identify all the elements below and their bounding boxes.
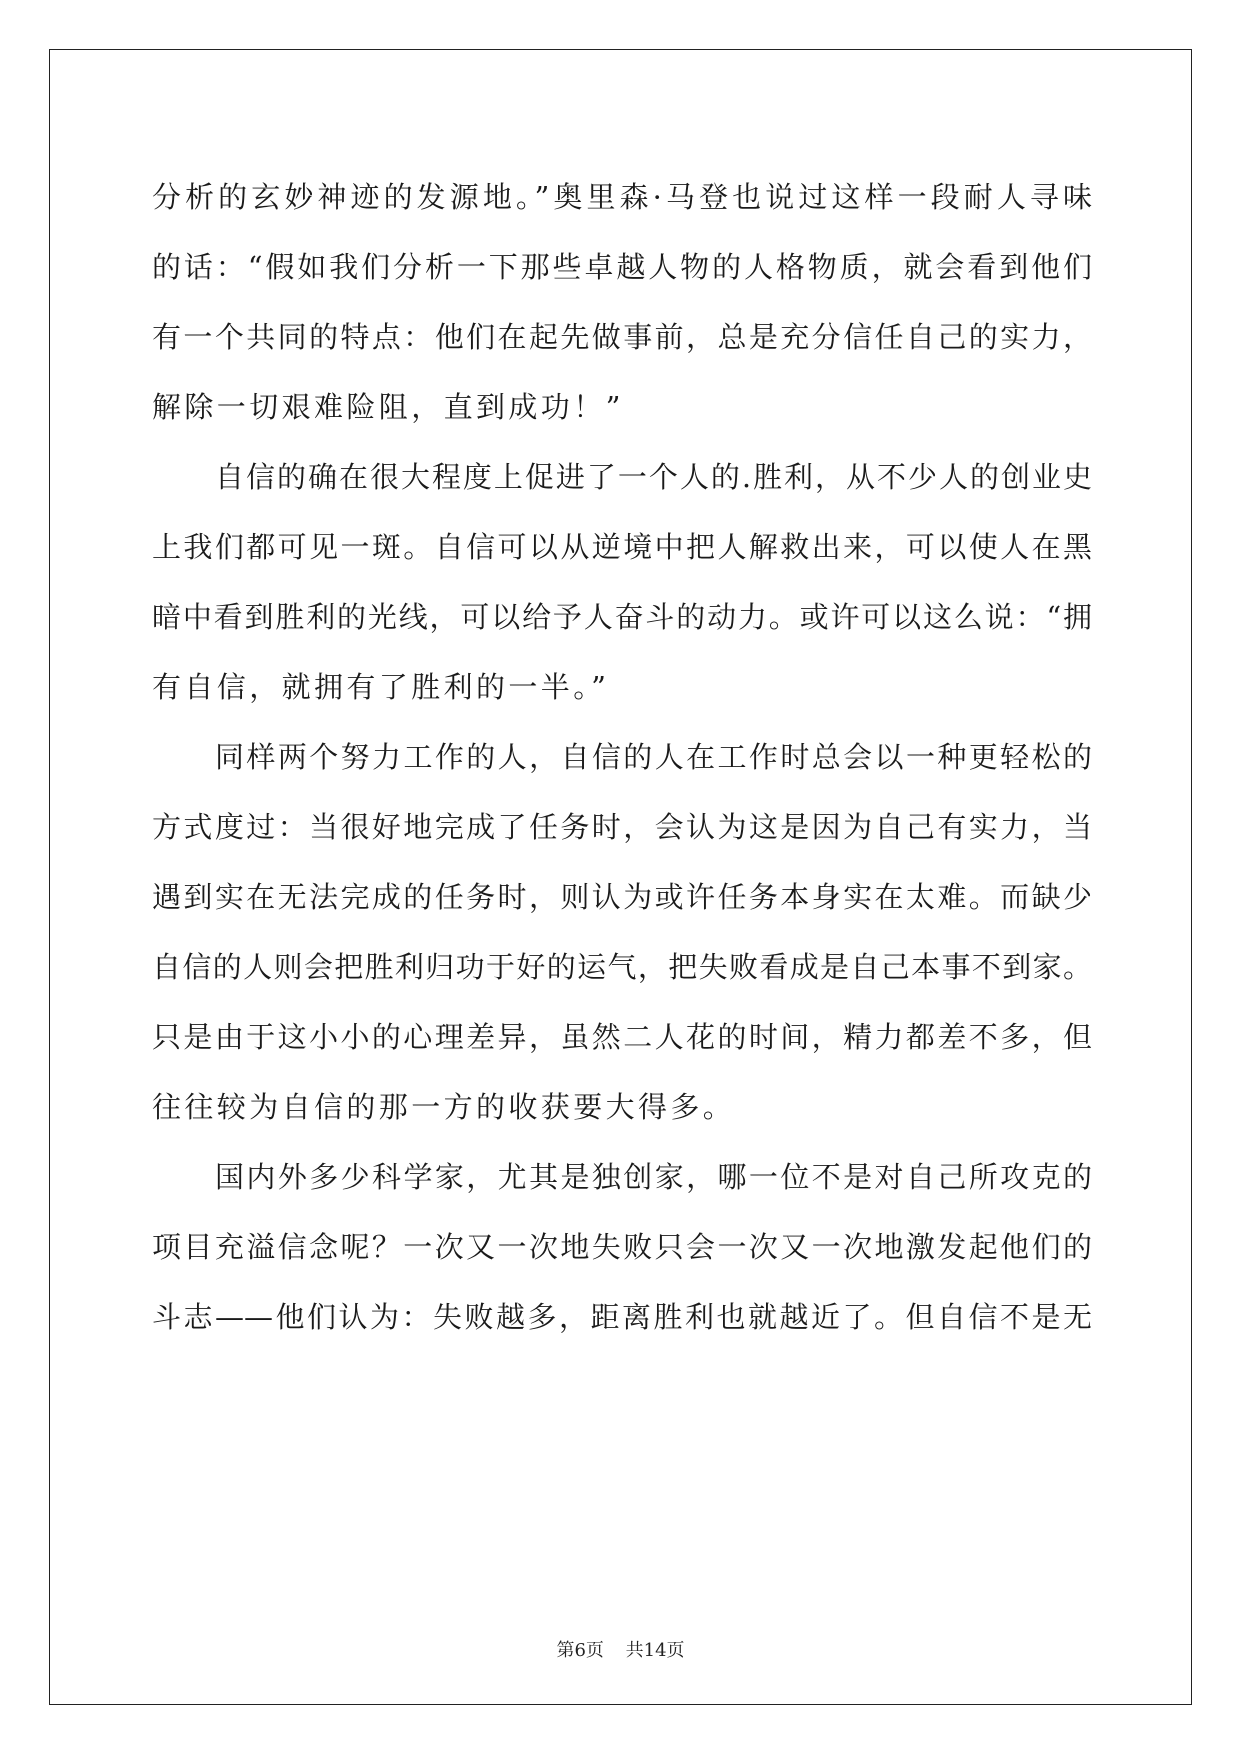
paragraph-start-line: 自信的确在很大程度上促进了一个人的.胜利，从不少人的创业史 [215, 460, 1092, 494]
paragraph-start-line: 同样两个努力工作的人，自信的人在工作时总会以一种更轻松的 [215, 740, 1092, 774]
text-line: 方式度过：当很好地完成了任务时，会认为这是因为自己有实力，当 [152, 810, 1092, 844]
text-line: 项目充溢信念呢？一次又一次地失败只会一次又一次地激发起他们的 [152, 1230, 1092, 1264]
text-line: 分析的玄妙神迹的发源地。”奥里森·马登也说过这样一段耐人寻味 [152, 180, 1092, 214]
document-body [152, 162, 1092, 1352]
text-line: 遇到实在无法完成的任务时，则认为或许任务本身实在太难。而缺少 [152, 880, 1092, 914]
text-line: 解除一切艰难险阻，直到成功！” [152, 390, 624, 424]
page-number: 第6页 [556, 1640, 604, 1661]
text-line: 只是由于这小小的心理差异，虽然二人花的时间，精力都差不多，但 [152, 1020, 1092, 1054]
text-line: 自信的人则会把胜利归功于好的运气，把失败看成是自己本事不到家。 [152, 950, 1092, 984]
text-line: 往往较为自信的那一方的收获要大得多。 [152, 1090, 736, 1124]
page-footer [0, 1636, 1241, 1662]
text-line: 有一个共同的特点：他们在起先做事前，总是充分信任自己的实力， [152, 320, 1092, 354]
total-pages: 共14页 [625, 1640, 685, 1661]
paragraph-start-line: 国内外多少科学家，尤其是独创家，哪一位不是对自己所攻克的 [215, 1160, 1092, 1194]
text-line: 有自信，就拥有了胜利的一半。” [152, 670, 610, 704]
text-line: 暗中看到胜利的光线，可以给予人奋斗的动力。或许可以这么说：“拥 [152, 600, 1092, 634]
text-line: 上我们都可见一斑。自信可以从逆境中把人解救出来，可以使人在黑 [152, 530, 1092, 564]
text-line: 斗志——他们认为：失败越多，距离胜利也就越近了。但自信不是无 [152, 1300, 1092, 1334]
text-line: 的话：“假如我们分析一下那些卓越人物的人格物质，就会看到他们 [152, 250, 1092, 284]
